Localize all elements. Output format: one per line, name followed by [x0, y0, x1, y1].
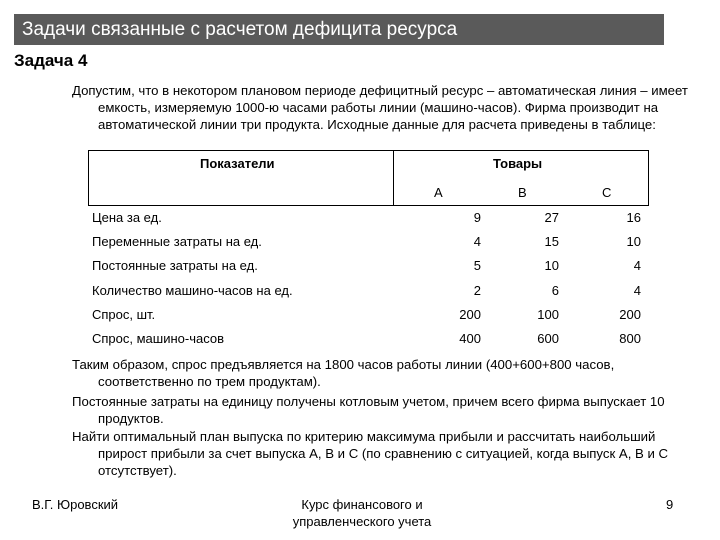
product-a-header: A — [434, 185, 443, 200]
cell-value: 100 — [537, 307, 559, 322]
cell-value: 5 — [473, 258, 481, 273]
data-table — [88, 150, 649, 351]
table-line — [88, 150, 89, 205]
cell-value: 200 — [459, 307, 481, 322]
fixed-costs-paragraph: Постоянные затраты на единицу получены котловым учетом, причем всего фирма выпускает 10 продуктов. — [72, 394, 665, 426]
row-label: Количество машино-часов на ед. — [92, 283, 293, 298]
cell-value: 9 — [473, 210, 481, 225]
table-line — [88, 205, 649, 206]
cell-value: 10 — [544, 258, 559, 273]
header-goods: Товары — [493, 156, 543, 171]
footer-course: Курс финансового и управленческого учета — [292, 497, 432, 529]
cell-value: 400 — [459, 331, 481, 346]
cell-value: 15 — [544, 234, 559, 249]
table-line — [648, 150, 649, 205]
cell-value: 800 — [619, 331, 641, 346]
slide-title: Задачи связанные с расчетом дефицита ресурса — [14, 14, 664, 45]
row-label: Спрос, машино-часов — [92, 331, 224, 346]
cell-value: 4 — [633, 283, 641, 298]
row-label: Постоянные затраты на ед. — [92, 258, 258, 273]
intro-paragraph: Допустим, что в некотором плановом периоде дефицитный ресурс – автоматическая линия – имеет емкость, измеряемую 1000-ю часами работы линии (машино-часов). Фирма производит на автоматической линии три продукта. Исходные данные для расчета приведены в таблице: — [72, 83, 688, 132]
row-label: Цена за ед. — [92, 210, 162, 225]
cell-value: 10 — [626, 234, 641, 249]
footer-author: В.Г. Юровский — [32, 497, 119, 512]
cell-value: 6 — [551, 283, 559, 298]
row-label: Спрос, шт. — [92, 307, 156, 322]
cell-value: 2 — [473, 283, 481, 298]
cell-value: 200 — [619, 307, 641, 322]
cell-value: 4 — [633, 258, 641, 273]
cell-value: 27 — [544, 210, 559, 225]
header-indicators: Показатели — [200, 156, 275, 171]
row-label: Переменные затраты на ед. — [92, 234, 262, 249]
table-line — [393, 150, 394, 205]
task-heading: Задача 4 — [14, 51, 88, 70]
cell-value: 16 — [626, 210, 641, 225]
task-paragraph: Найти оптимальный план выпуска по критерию максимума прибыли и рассчитать наибольший прирост прибыли за счет выпуска A, B и C (по сравнению с ситуацией, когда выпуск A, B и C отсутствует). — [72, 429, 669, 478]
product-c-header: C — [602, 185, 612, 200]
cell-value: 4 — [473, 234, 481, 249]
product-b-header: B — [518, 185, 527, 200]
conclusion-paragraph: Таким образом, спрос предъявляется на 1800 часов работы линии (400+600+800 часов, соответственно по трем продуктам). — [72, 357, 615, 389]
table-line — [88, 150, 649, 151]
cell-value: 600 — [537, 331, 559, 346]
page-number: 9 — [666, 497, 674, 512]
